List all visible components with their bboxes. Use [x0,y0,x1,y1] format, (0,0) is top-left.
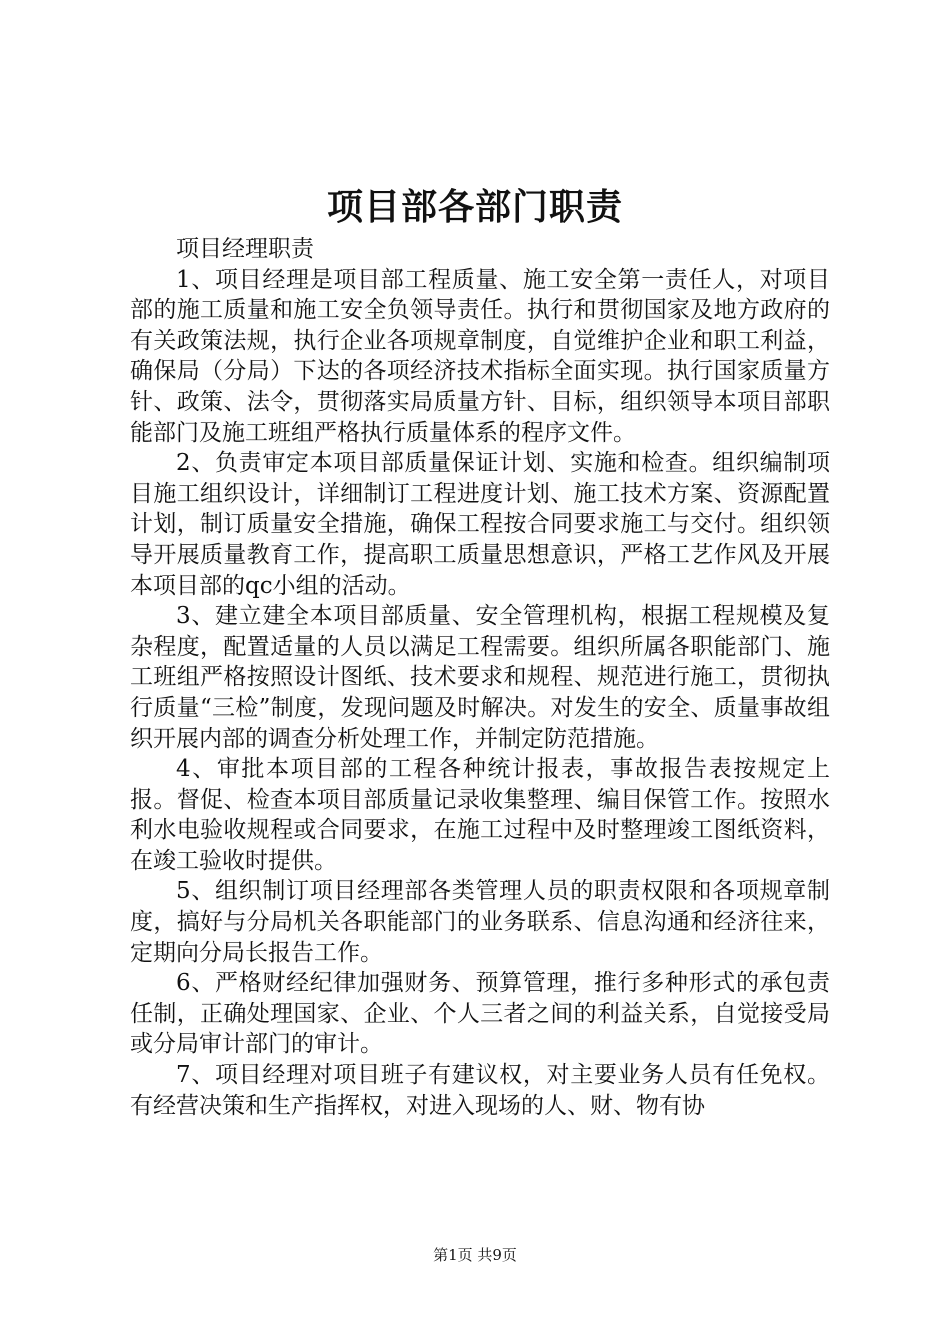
section-heading: 项目经理职责 [176,236,314,262]
page-title: 项目部各部门职责 [326,187,623,228]
document-body [130,234,830,1121]
paragraph-2: 2、负责审定本项目部质量保证计划、实施和检查。组织编制项目施工组织设计，详细制订工程进度计划、施工技术方案、资源配置计划，制订质量安全措施，确保工程按合同要求施工与交付。组织领导开展质量教育工作，提高职工质量思想意识，严格工艺作风及开展本项目部的qc小组的活动。 [130,450,830,599]
paragraph-3: 3、建立建全本项目部质量、安全管理机构，根据工程规模及复杂程度，配置适量的人员以满足工程需要。组织所属各职能部门、施工班组严格按照设计图纸、技术要求和规程、规范进行施工，贯彻执行质量“三检”制度，发现问题及时解决。对发生的安全、质量事故组织开展内部的调查分析处理工作，并制定防范措施。 [130,603,830,752]
paragraph-1: 1、项目经理是项目部工程质量、施工安全第一责任人，对项目部的施工质量和施工安全负领导责任。执行和贯彻国家及地方政府的有关政策法规，执行企业各项规章制度，自觉维护企业和职工利益，确保局（分局）下达的各项经济技术指标全面实现。执行国家质量方针、政策、法令，贯彻落实局质量方针、目标，组织领导本项目部职能部门及施工班组严格执行质量体系的程序文件。 [130,266,830,446]
paragraph-7: 7、项目经理对项目班子有建议权，对主要业务人员有任免权。有经营决策和生产指挥权，对进入现场的人、财、物有协 [130,1062,830,1119]
page-footer: 第1页 共9页 [433,1246,517,1264]
paragraph-5: 5、组织制订项目经理部各类管理人员的职责权限和各项规章制度，搞好与分局机关各职能部门的业务联系、信息沟通和经济往来，定期向分局长报告工作。 [130,878,830,966]
paragraph-6: 6、严格财经纪律加强财务、预算管理，推行多种形式的承包责任制，正确处理国家、企业、个人三者之间的利益关系，自觉接受局或分局审计部门的审计。 [130,970,830,1058]
paragraph-4: 4、审批本项目部的工程各种统计报表，事故报告表按规定上报。督促、检查本项目部质量记录收集整理、编目保管工作。按照水利水电验收规程或合同要求，在施工过程中及时整理竣工图纸资料，在竣工验收时提供。 [130,756,830,874]
